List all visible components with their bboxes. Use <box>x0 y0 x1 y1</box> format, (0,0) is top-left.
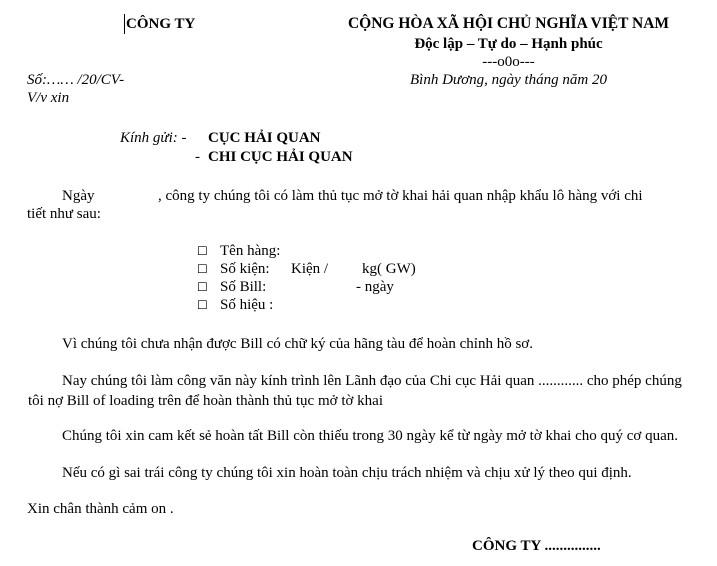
ornament-divider: ---o0o--- <box>482 54 535 70</box>
document-subject: V/v xin <box>27 90 70 106</box>
paragraph-2: Nay chúng tôi làm công văn này kính trình lên Lãnh đạo của Chi cục Hải quan ............ cho phép chúng tôi nợ Bill of loading trên để hoàn thành thủ tục mở tờ khai <box>28 373 682 409</box>
detail-label: Số Bill: <box>220 279 267 295</box>
checkbox-icon: ☐ <box>197 262 208 276</box>
detail-label: Số hiệu : <box>220 297 274 313</box>
recipient-dash: - <box>195 149 200 165</box>
recipient-2: CHI CỤC HẢI QUAN <box>208 149 353 165</box>
document-number: Số:…… /20/CV- <box>27 72 125 88</box>
place-date: Bình Dương, ngày tháng năm 20 <box>409 72 607 88</box>
recipient-label: Kính gửi: - <box>120 130 187 146</box>
signature-company: CÔNG TY ............... <box>472 538 601 554</box>
paragraph-4: Nếu có gì sai trái công ty chúng tôi xin hoàn toàn chịu trách nhiệm và chịu xử lý theo qui định. <box>62 465 632 481</box>
closing-line: Xin chân thành cảm on . <box>27 501 174 517</box>
national-title: CỘNG HÒA XÃ HỘI CHỦ NGHĨA VIỆT NAM <box>347 15 670 32</box>
text-cursor <box>124 14 125 34</box>
detail-unit-weight: kg( GW) <box>362 261 416 277</box>
intro-continuation: tiết như sau: <box>27 206 101 222</box>
paragraph-1: Vì chúng tôi chưa nhận được Bill có chữ ký của hãng tàu để hoàn chỉnh hồ sơ. <box>62 336 533 352</box>
detail-label: Tên hàng: <box>220 243 281 259</box>
company-header: CÔNG TY <box>126 16 196 32</box>
intro-text: , công ty chúng tôi có làm thủ tục mở tờ khai hải quan nhập khẩu lô hàng với chi <box>158 188 643 204</box>
intro-day-label: Ngày <box>62 188 95 204</box>
detail-label: Số kiện: <box>220 261 270 277</box>
national-motto: Độc lập – Tự do – Hạnh phúc <box>414 36 603 52</box>
checkbox-icon: ☐ <box>197 298 208 312</box>
paragraph-3: Chúng tôi xin cam kết sẻ hoàn tất Bill còn thiếu trong 30 ngày kể từ ngày mở tờ khai cho quý cơ quan. <box>62 428 678 444</box>
checkbox-icon: ☐ <box>197 280 208 294</box>
detail-unit-packages: Kiện / <box>291 261 329 277</box>
checkbox-icon: ☐ <box>197 244 208 258</box>
detail-bill-date: - ngày <box>356 279 394 295</box>
recipient-1: CỤC HẢI QUAN <box>208 130 321 146</box>
